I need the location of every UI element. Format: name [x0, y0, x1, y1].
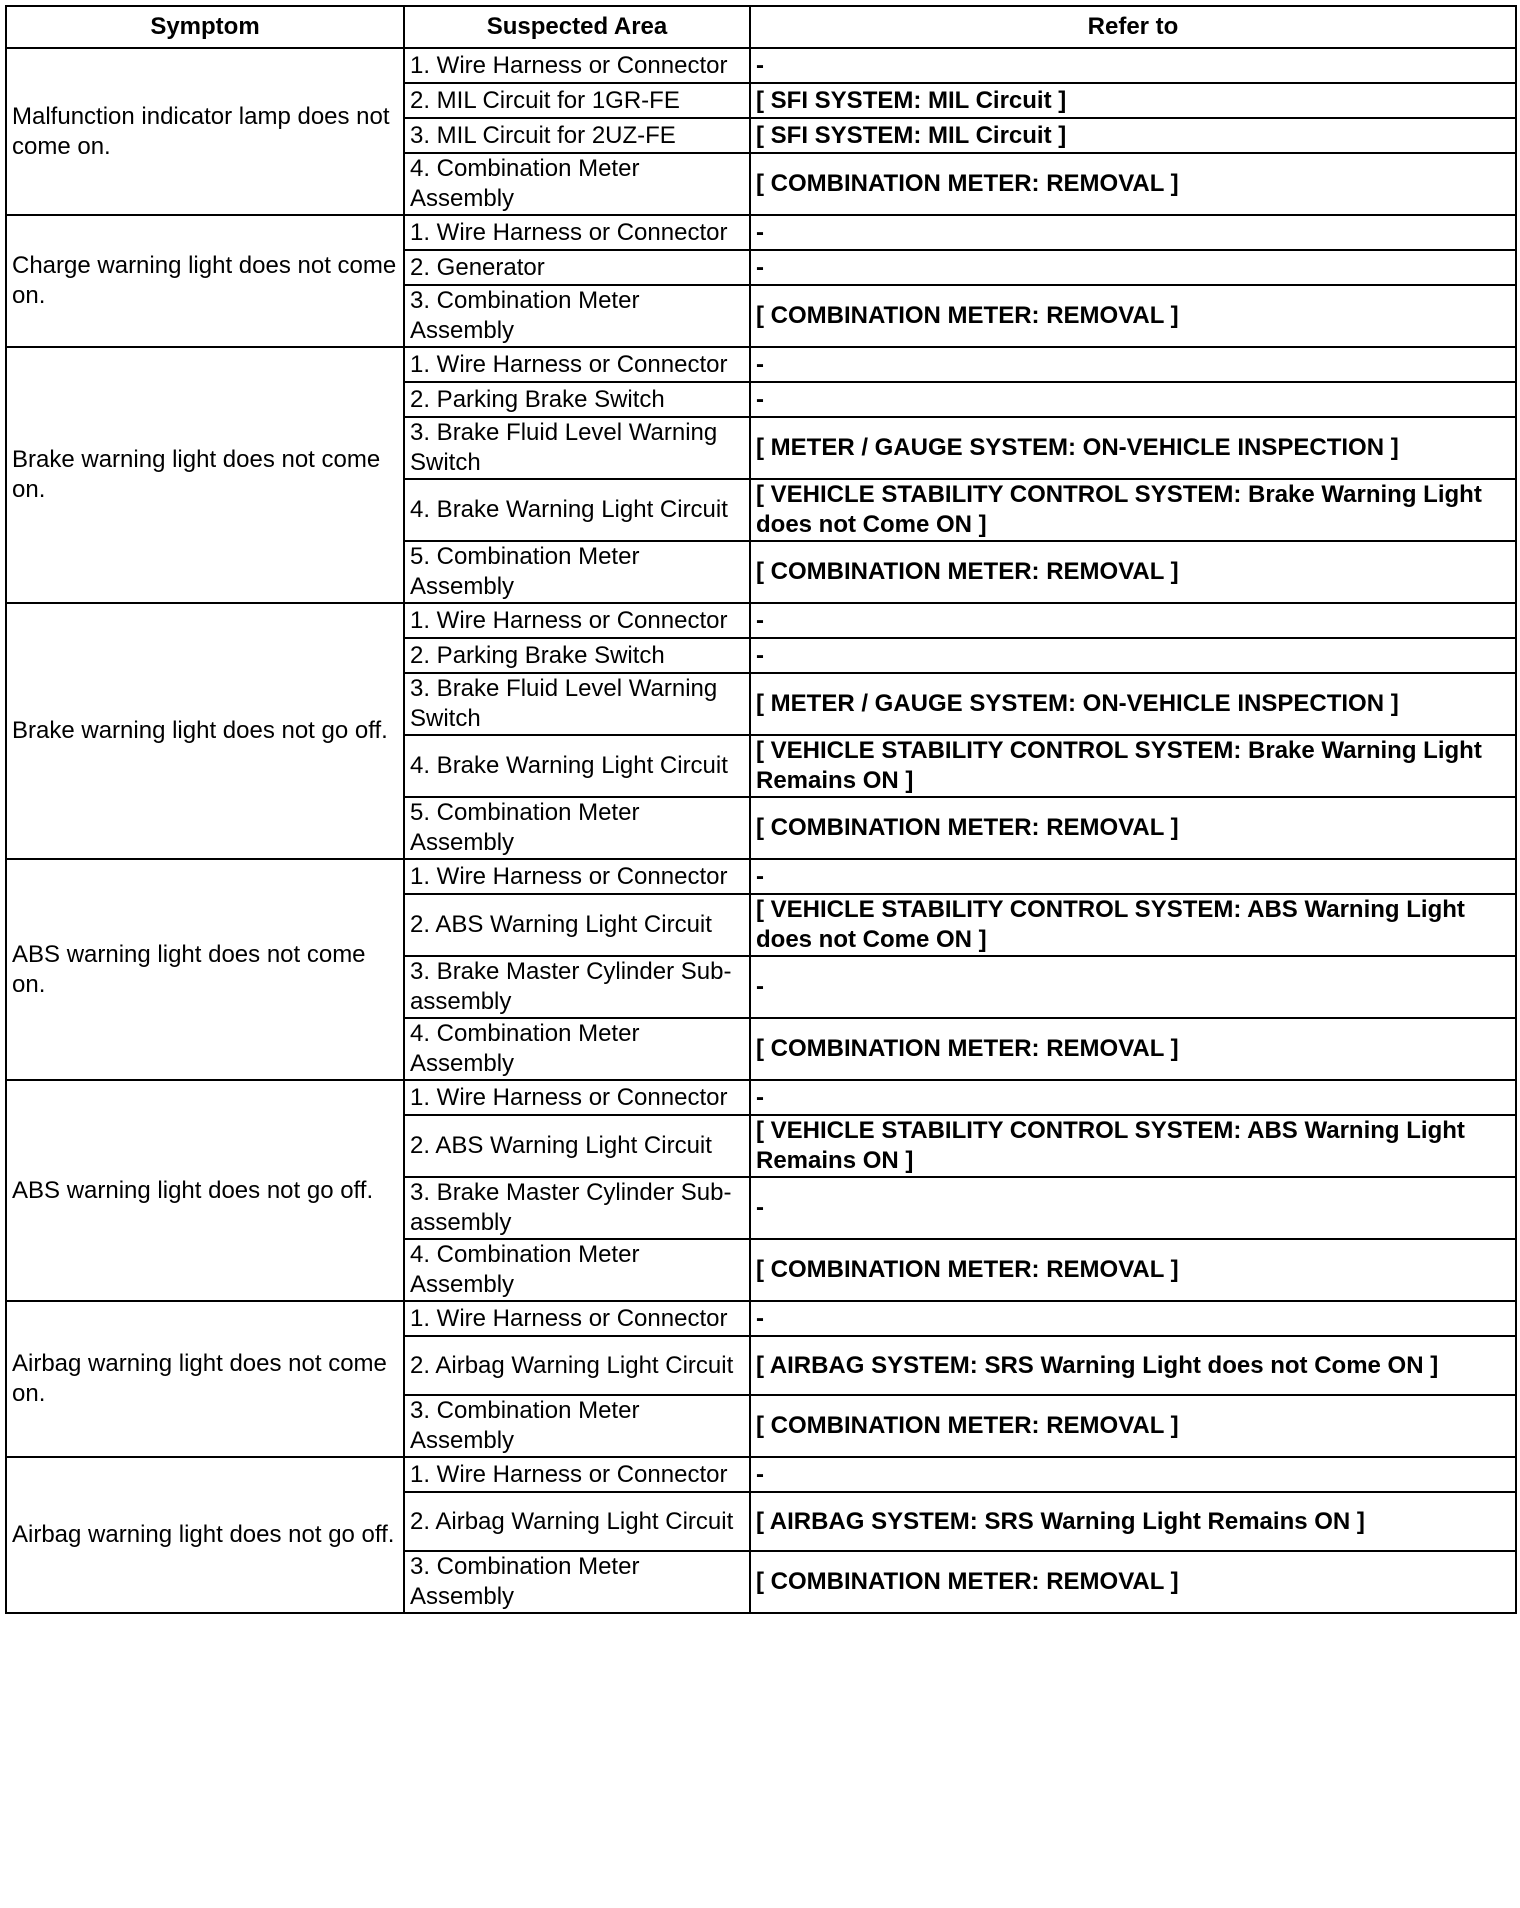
- refer-to-cell: -: [750, 956, 1516, 1018]
- suspected-area-cell: 2. Airbag Warning Light Circuit: [404, 1492, 750, 1551]
- refer-to-cell: [ COMBINATION METER: REMOVAL ]: [750, 541, 1516, 603]
- symptom-cell: Brake warning light does not come on.: [6, 347, 404, 603]
- refer-to-cell: -: [750, 859, 1516, 894]
- symptom-cell: ABS warning light does not go off.: [6, 1080, 404, 1301]
- symptom-cell: Airbag warning light does not go off.: [6, 1457, 404, 1613]
- refer-to-cell: [ COMBINATION METER: REMOVAL ]: [750, 1018, 1516, 1080]
- symptom-cell: Airbag warning light does not come on.: [6, 1301, 404, 1457]
- refer-to-cell: [ VEHICLE STABILITY CONTROL SYSTEM: Brake Warning Light Remains ON ]: [750, 735, 1516, 797]
- refer-to-cell: -: [750, 638, 1516, 673]
- header-suspected-area: Suspected Area: [404, 6, 750, 48]
- refer-to-cell: -: [750, 250, 1516, 285]
- refer-to-cell: [ AIRBAG SYSTEM: SRS Warning Light Remains ON ]: [750, 1492, 1516, 1551]
- suspected-area-cell: 2. Parking Brake Switch: [404, 382, 750, 417]
- suspected-area-cell: 3. Combination Meter Assembly: [404, 285, 750, 347]
- refer-to-cell: [ COMBINATION METER: REMOVAL ]: [750, 1395, 1516, 1457]
- refer-to-cell: [ AIRBAG SYSTEM: SRS Warning Light does not Come ON ]: [750, 1336, 1516, 1395]
- suspected-area-cell: 2. Airbag Warning Light Circuit: [404, 1336, 750, 1395]
- suspected-area-cell: 1. Wire Harness or Connector: [404, 1301, 750, 1336]
- suspected-area-cell: 3. Combination Meter Assembly: [404, 1395, 750, 1457]
- symptom-cell: Charge warning light does not come on.: [6, 215, 404, 347]
- refer-to-cell: -: [750, 1301, 1516, 1336]
- header-symptom: Symptom: [6, 6, 404, 48]
- suspected-area-cell: 2. Generator: [404, 250, 750, 285]
- symptom-cell: Malfunction indicator lamp does not come on.: [6, 48, 404, 215]
- suspected-area-cell: 3. Brake Fluid Level Warning Switch: [404, 673, 750, 735]
- refer-to-cell: [ METER / GAUGE SYSTEM: ON-VEHICLE INSPECTION ]: [750, 673, 1516, 735]
- header-refer-to: Refer to: [750, 6, 1516, 48]
- refer-to-cell: -: [750, 1457, 1516, 1492]
- suspected-area-cell: 4. Combination Meter Assembly: [404, 1018, 750, 1080]
- suspected-area-cell: 4. Combination Meter Assembly: [404, 153, 750, 215]
- refer-to-cell: [ COMBINATION METER: REMOVAL ]: [750, 1239, 1516, 1301]
- suspected-area-cell: 1. Wire Harness or Connector: [404, 1457, 750, 1492]
- suspected-area-cell: 5. Combination Meter Assembly: [404, 541, 750, 603]
- suspected-area-cell: 1. Wire Harness or Connector: [404, 603, 750, 638]
- suspected-area-cell: 4. Combination Meter Assembly: [404, 1239, 750, 1301]
- suspected-area-cell: 1. Wire Harness or Connector: [404, 347, 750, 382]
- header-row: [6, 6, 1516, 48]
- suspected-area-cell: 3. Brake Fluid Level Warning Switch: [404, 417, 750, 479]
- table-row: [6, 1080, 1516, 1115]
- suspected-area-cell: 1. Wire Harness or Connector: [404, 48, 750, 83]
- refer-to-cell: [ SFI SYSTEM: MIL Circuit ]: [750, 83, 1516, 118]
- suspected-area-cell: 2. ABS Warning Light Circuit: [404, 1115, 750, 1177]
- refer-to-cell: [ COMBINATION METER: REMOVAL ]: [750, 153, 1516, 215]
- refer-to-cell: -: [750, 1080, 1516, 1115]
- refer-to-cell: -: [750, 382, 1516, 417]
- refer-to-cell: [ VEHICLE STABILITY CONTROL SYSTEM: ABS Warning Light Remains ON ]: [750, 1115, 1516, 1177]
- refer-to-cell: [ COMBINATION METER: REMOVAL ]: [750, 285, 1516, 347]
- suspected-area-cell: 2. ABS Warning Light Circuit: [404, 894, 750, 956]
- refer-to-cell: -: [750, 48, 1516, 83]
- table-row: [6, 859, 1516, 894]
- table-body: [6, 48, 1516, 1613]
- table-row: [6, 215, 1516, 250]
- symptom-table: [5, 5, 1517, 1614]
- table-row: [6, 1301, 1516, 1336]
- suspected-area-cell: 2. MIL Circuit for 1GR-FE: [404, 83, 750, 118]
- table-row: [6, 347, 1516, 382]
- refer-to-cell: [ METER / GAUGE SYSTEM: ON-VEHICLE INSPECTION ]: [750, 417, 1516, 479]
- table-row: [6, 603, 1516, 638]
- table-row: [6, 1457, 1516, 1492]
- suspected-area-cell: 3. Brake Master Cylinder Sub-assembly: [404, 956, 750, 1018]
- refer-to-cell: [ COMBINATION METER: REMOVAL ]: [750, 1551, 1516, 1613]
- refer-to-cell: [ VEHICLE STABILITY CONTROL SYSTEM: Brake Warning Light does not Come ON ]: [750, 479, 1516, 541]
- suspected-area-cell: 4. Brake Warning Light Circuit: [404, 479, 750, 541]
- refer-to-cell: -: [750, 1177, 1516, 1239]
- symptom-cell: ABS warning light does not come on.: [6, 859, 404, 1080]
- suspected-area-cell: 1. Wire Harness or Connector: [404, 1080, 750, 1115]
- symptom-cell: Brake warning light does not go off.: [6, 603, 404, 859]
- refer-to-cell: [ COMBINATION METER: REMOVAL ]: [750, 797, 1516, 859]
- suspected-area-cell: 3. MIL Circuit for 2UZ-FE: [404, 118, 750, 153]
- refer-to-cell: -: [750, 215, 1516, 250]
- suspected-area-cell: 1. Wire Harness or Connector: [404, 859, 750, 894]
- suspected-area-cell: 4. Brake Warning Light Circuit: [404, 735, 750, 797]
- suspected-area-cell: 3. Combination Meter Assembly: [404, 1551, 750, 1613]
- suspected-area-cell: 2. Parking Brake Switch: [404, 638, 750, 673]
- suspected-area-cell: 5. Combination Meter Assembly: [404, 797, 750, 859]
- refer-to-cell: [ SFI SYSTEM: MIL Circuit ]: [750, 118, 1516, 153]
- suspected-area-cell: 1. Wire Harness or Connector: [404, 215, 750, 250]
- refer-to-cell: -: [750, 603, 1516, 638]
- refer-to-cell: -: [750, 347, 1516, 382]
- refer-to-cell: [ VEHICLE STABILITY CONTROL SYSTEM: ABS Warning Light does not Come ON ]: [750, 894, 1516, 956]
- table-row: [6, 48, 1516, 83]
- suspected-area-cell: 3. Brake Master Cylinder Sub-assembly: [404, 1177, 750, 1239]
